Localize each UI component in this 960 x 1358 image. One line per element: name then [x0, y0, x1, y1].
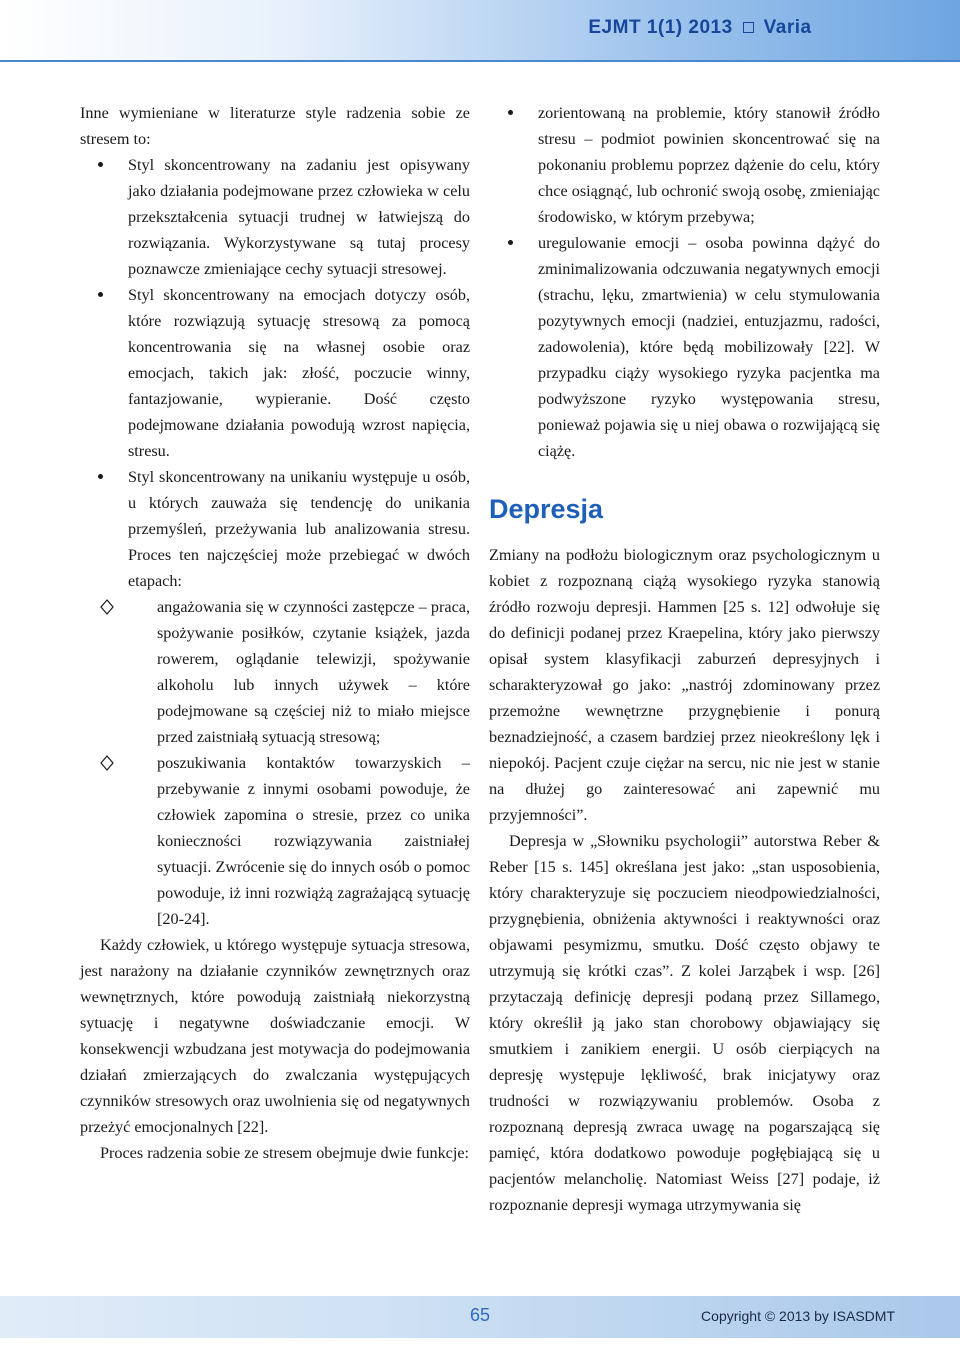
- bullet-icon: [508, 110, 513, 115]
- sub-list-item: [80, 594, 470, 750]
- sub-list-item-text: poszukiwania kontaktów towarzyskich – przebywanie z innymi osobami powoduje, że człowiek zapomina o stresie, przez co unika konieczności rozwiązywania zaistniałej sytuacji. Zwrócenie się do innych osób o pomoc powoduje, iż inni rozwiążą zagrażającą sytuację [20-24].: [157, 754, 470, 928]
- running-title: [440, 17, 960, 39]
- list-item-text: Styl skoncentrowany na zadaniu jest opisywany jako działania podejmowane przez człowieka w celu przekształcenia sytuacji trudnej w łatwiejszą do rozwiązania. Wykorzystywane są tutaj procesy poznawcze zmieniające cechy sytuacji stresowej.: [128, 156, 470, 278]
- body-paragraph: Proces radzenia sobie ze stresem obejmuje dwie funkcje:: [100, 1144, 470, 1162]
- diamond-bullet-icon: [100, 755, 114, 771]
- section-heading: Depresja: [489, 494, 604, 524]
- body-paragraph: Depresja w „Słowniku psychologii” autorstwa Reber & Reber [15 s. 145] określana jest jako: „stan usposobienia, który charakteryzuje się poczuciem nieodpowiedzialności, przygnębienia, obniżenia aktywności i reaktywności oraz objawami pesymizmu, smutku. Dość często objawy te utrzymują się krótki czas”. Z kolei Jarząbek i wsp. [26] przytaczają definicję depresji podaną przez Sillamego, który określił ją jako stan chorobowy objawiający się smutkiem i zanikiem energii. U osób cierpiących na depresję występuje lękliwość, brak inicjatywy oraz trudności w rozwiązywaniu problemów. Osoba z rozpoznaną depresją zwraca uwagę na pogarszającą się pamięć, która dodatkowo powoduje pogłębiającą się u pacjentów melancholię. Natomiast Weiss [27] podaje, iż rozpoznanie depresji wymaga utrzymywania się: [489, 832, 880, 1214]
- list-item-text: Styl skoncentrowany na unikaniu występuje u osób, u których zauważa się tendencję do unikania przemyśleń, przeżywania lub analizowania stresu. Proces ten najczęściej może przebiegać w dwóch etapach:: [128, 468, 470, 590]
- list-item: [80, 152, 470, 282]
- sub-list-item-text: angażowania się w czynności zastępcze – praca, spożywanie posiłków, czytanie książek, jazda rowerem, oglądanie telewizji, spożywanie alkoholu lub innych używek – które podejmowane są częściej niż to miało miejsce przed zaistniałą sytuacją stresową;: [157, 598, 470, 746]
- list-item: [489, 230, 880, 464]
- bullet-icon: [98, 292, 103, 297]
- copyright-notice: Copyright © 2013 by ISASDMT: [701, 1308, 895, 1324]
- bullet-icon: [98, 474, 103, 479]
- body-paragraph: Każdy człowiek, u którego występuje sytuacja stresowa, jest narażony na działanie czynników zewnętrznych oraz wewnętrznych, które powodują zaistniałą niekorzystną sytuację i negatywne doświadczanie emocji. W konsekwencji wzbudzana jest motywacja do podejmowania działań zmierzających do zwalczania występujących czynników stresowych oraz uwolnienia się od negatywnych przeżyć emocjonalnych [22].: [80, 936, 470, 1136]
- page-footer: [0, 1296, 960, 1338]
- bullet-icon: [98, 162, 103, 167]
- list-item-text: Styl skoncentrowany na emocjach dotyczy osób, które rozwiązują sytuację stresową za pomocą koncentrowania się na własnej osobie oraz emocjach, takich jak: złość, poczucie winny, fantazjowanie, wypieranie. Dość często podejmowane działania powodują wzrost napięcia, stresu.: [128, 286, 470, 460]
- list-item: [80, 282, 470, 464]
- separator-square-icon: [743, 22, 754, 33]
- body-paragraph: Zmiany na podłożu biologicznym oraz psychologicznym u kobiet z rozpoznaną ciążą wysokiego ryzyka stanowią źródło rozwoju depresji. Hammen [25 s. 12] odwołuje się do definicji podanej przez Kraepelina, który jako pierwszy opisał system klasyfikacji zaburzeń depresyjnych i scharakteryzował go jako: „nastrój zdominowany przez przemożne wewnętrzne przygnębienie i ponurą beznadziejność, a czasem bardziej przez nieokreślony lęk i niepokój. Pacjent czuje ciężar na sercu, nic nie jest w stanie na dłużej go zainteresować ani zapewnić mu przyjemności”.: [489, 546, 880, 824]
- journal-name: EJMT 1(1) 2013: [588, 17, 733, 38]
- section-name: Varia: [763, 17, 812, 38]
- diamond-bullet-icon: [100, 599, 114, 615]
- list-item: [80, 464, 470, 594]
- right-column: [489, 100, 880, 1218]
- left-column: [80, 100, 470, 1166]
- bullet-icon: [508, 240, 513, 245]
- intro-paragraph: Inne wymieniane w literaturze style radzenia sobie ze stresem to:: [80, 104, 470, 148]
- page-header: [0, 0, 960, 62]
- sub-list-item: [80, 750, 470, 932]
- list-item: [489, 100, 880, 230]
- list-item-text: zorientowaną na problemie, który stanowił źródło stresu – podmiot powinien skoncentrować się na pokonaniu problemu poprzez dążenie do celu, który chce osiągnąć, lub ochronić swoją osobę, zmieniając środowisko, w którym przebywa;: [538, 104, 880, 226]
- list-item-text: uregulowanie emocji – osoba powinna dążyć do zminimalizowania odczuwania negatywnych emocji (strachu, lęku, zmartwienia) w celu stymulowania pozytywnych emocji (nadziei, entuzjazmu, radości, zadowolenia), które będą mobilizowały [22]. W przypadku ciąży wysokiego ryzyka pacjentka ma podwyższone ryzyko występowania stresu, ponieważ pojawia się u niej obawa o rozwijającą się ciążę.: [538, 234, 880, 460]
- page-number: 65: [470, 1305, 491, 1325]
